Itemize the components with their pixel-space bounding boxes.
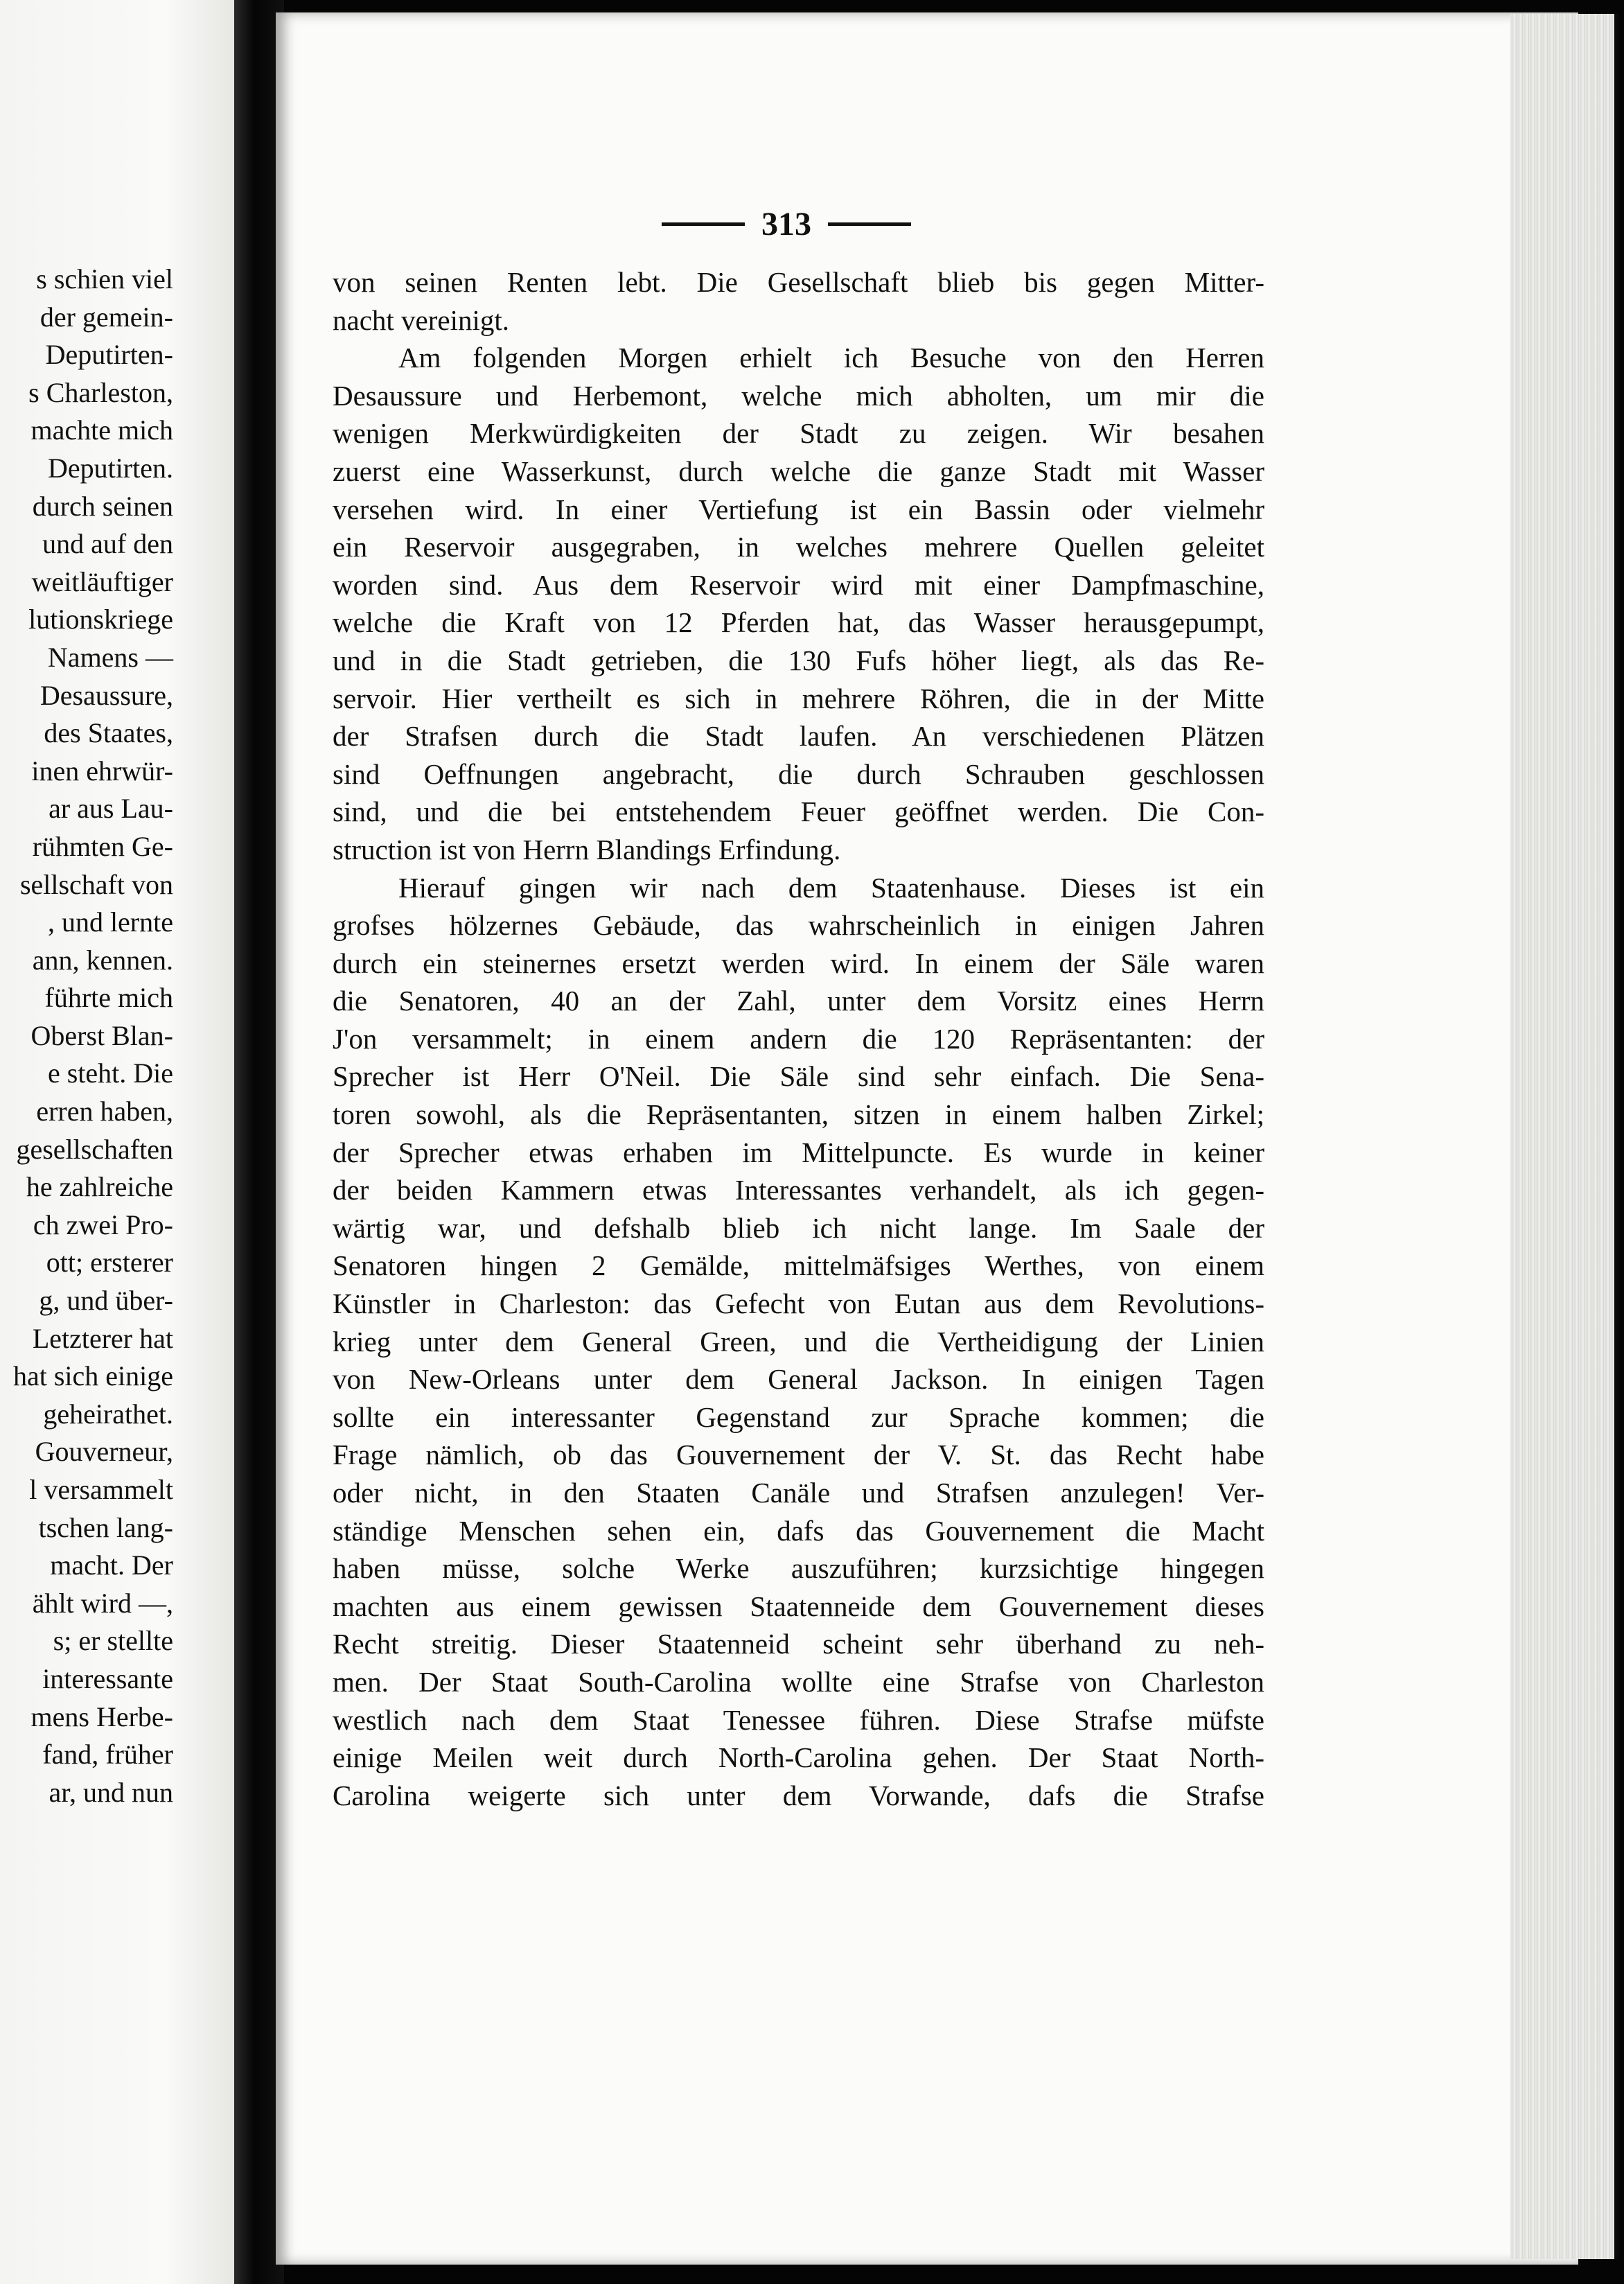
left-line: s; er stellte (53, 1625, 173, 1657)
text-line: struction ist von Herrn Blandings Erfindung. (333, 833, 841, 866)
left-line: lutionskriege (28, 604, 173, 635)
left-page-text (0, 261, 173, 1811)
text-line: Am folgenden Morgen erhielt ich Besuche von den Herren (398, 342, 1264, 374)
text-line: sind, und die bei entstehendem Feuer geöffnet werden. Die Con- (333, 796, 1264, 828)
text-line: Recht streitig. Dieser Staatenneid scheint sehr überhand zu neh- (333, 1628, 1264, 1660)
left-line: durch seinen (32, 490, 173, 522)
text-line: von seinen Renten lebt. Die Gesellschaft blieb bis gegen Mitter- (333, 266, 1264, 298)
text-line: ständige Menschen sehen ein, dafs das Gouvernement die Macht (333, 1514, 1264, 1547)
text-line: der Strafsen durch die Stadt laufen. An verschiedenen Plätzen (333, 720, 1264, 753)
text-line: zuerst eine Wasserkunst, durch welche die ganze Stadt mit Wasser (333, 455, 1264, 487)
text-line: servoir. Hier vertheilt es sich in mehrere Röhren, die in der Mitte (333, 682, 1264, 714)
left-line: s Charleston, (28, 376, 173, 408)
left-line: erren haben, (36, 1096, 173, 1127)
text-line: Künstler in Charleston: das Gefecht von Eutan aus dem Revolutions- (333, 1288, 1264, 1320)
text-line: haben müsse, solche Werke auszuführen; kurzsichtige hingegen (333, 1552, 1264, 1585)
text-line: der Sprecher etwas erhaben im Mittelpuncte. Es wurde in keiner (333, 1136, 1264, 1168)
text-line: Desaussure und Herbemont, welche mich abholten, um mir die (333, 379, 1264, 412)
left-line: und auf den (42, 528, 173, 560)
left-line: gesellschaften (16, 1133, 173, 1165)
text-line: Sprecher ist Herr O'Neil. Die Säle sind sehr einfach. Die Sena- (333, 1060, 1264, 1093)
body-text (333, 263, 1264, 1814)
left-line: sellschaft von (19, 868, 173, 900)
text-line: men. Der Staat South-Carolina wollte eine Strafse von Charleston (333, 1665, 1264, 1698)
page-header (644, 205, 928, 243)
left-line: Oberst Blan- (30, 1019, 173, 1051)
text-line: der beiden Kammern etwas Interessantes verhandelt, als ich gegen- (333, 1174, 1264, 1206)
left-line: inen ehrwür- (31, 755, 173, 787)
left-page (0, 0, 236, 2284)
left-line: he zahlreiche (26, 1171, 173, 1203)
page-number: 313 (761, 206, 811, 243)
left-line: der gemein- (39, 301, 173, 333)
text-line: welche die Kraft von 12 Pferden hat, das Wasser herausgepumpt, (333, 606, 1264, 639)
left-line: ählt wird —, (32, 1587, 173, 1619)
left-line: tschen lang- (38, 1511, 173, 1543)
text-line: worden sind. Aus dem Reservoir wird mit einer Dampfmaschine, (333, 568, 1264, 601)
text-line: einige Meilen weit durch North-Carolina gehen. Der Staat North- (333, 1741, 1264, 1774)
left-line: weitläuftiger (31, 565, 173, 597)
left-line: Namens — (47, 641, 173, 673)
text-line: wenigen Merkwürdigkeiten der Stadt zu zeigen. Wir besahen (333, 417, 1264, 450)
text-line: toren sowohl, als die Repräsentanten, sitzen in einem halben Zirkel; (333, 1098, 1264, 1131)
left-line: mens Herbe- (30, 1701, 173, 1732)
text-line: grofses hölzernes Gebäude, das wahrscheinlich in einigen Jahren (333, 909, 1264, 942)
left-line: , und lernte (47, 906, 173, 938)
text-line: machten aus einem gewissen Staatenneide dem Gouvernement dieses (333, 1590, 1264, 1622)
left-line: ar aus Lau- (48, 793, 173, 825)
text-line: ein Reservoir ausgegraben, in welches mehrere Quellen geleitet (333, 531, 1264, 563)
text-line: versehen wird. In einer Vertiefung ist ein Bassin oder vielmehr (333, 493, 1264, 525)
text-line: wärtig war, und defshalb blieb ich nicht lange. Im Saale der (333, 1211, 1264, 1244)
text-line: J'on versammelt; in einem andern die 120 Repräsentanten: der (333, 1022, 1264, 1055)
text-line: sind Oeffnungen angebracht, die durch Schrauben geschlossen (333, 757, 1264, 790)
left-line: rühmten Ge- (32, 830, 173, 862)
left-line: e steht. Die (47, 1057, 173, 1089)
left-line: Desaussure, (39, 679, 173, 711)
text-line: krieg unter dem General Green, und die Vertheidigung der Linien (333, 1325, 1264, 1358)
text-line: oder nicht, in den Staaten Canäle und Strafsen anzulegen! Ver- (333, 1477, 1264, 1509)
left-line: führte mich (44, 982, 173, 1014)
left-line: Deputirten- (45, 339, 173, 371)
text-line: westlich nach dem Staat Tenessee führen. Diese Strafse müfste (333, 1703, 1264, 1736)
text-line: durch ein steinernes ersetzt werden wird. In einem der Säle waren (333, 947, 1264, 979)
header-rule-right (828, 222, 911, 226)
page-edges (1510, 14, 1618, 2259)
left-line: Gouverneur, (35, 1436, 173, 1468)
left-line: ann, kennen. (32, 944, 173, 976)
text-line: Hierauf gingen wir nach dem Staatenhause. Dieses ist ein (398, 871, 1264, 904)
left-line: geheirathet. (43, 1398, 173, 1430)
text-line: und in die Stadt getrieben, die 130 Fufs höher liegt, als das Re- (333, 644, 1264, 676)
left-line: des Staates, (44, 717, 173, 749)
text-line: Frage nämlich, ob das Gouvernement der V. St. das Recht habe (333, 1439, 1264, 1471)
left-line: macht. Der (50, 1549, 173, 1581)
left-line: hat sich einige (12, 1360, 173, 1392)
left-line: ar, und nun (48, 1776, 173, 1808)
text-line: von New-Orleans unter dem General Jackson. In einigen Tagen (333, 1363, 1264, 1396)
text-line: die Senatoren, 40 an der Zahl, unter dem Vorsitz eines Herrn (333, 985, 1264, 1017)
left-line: interessante (42, 1662, 173, 1694)
left-line: fand, früher (42, 1739, 173, 1771)
left-line: ott; ersterer (46, 1247, 173, 1279)
text-line: Carolina weigerte sich unter dem Vorwande, dafs die Strafse (333, 1779, 1264, 1811)
left-line: Letzterer hat (32, 1322, 173, 1354)
left-line: l versammelt (29, 1474, 173, 1505)
text-line: nacht vereinigt. (333, 304, 510, 336)
left-line: ch zwei Pro- (33, 1209, 173, 1240)
left-line: Deputirten. (47, 452, 173, 484)
left-line: machte mich (30, 414, 173, 446)
text-line: Senatoren hingen 2 Gemälde, mittelmäfsiges Werthes, von einem (333, 1249, 1264, 1282)
left-line: s schien viel (36, 263, 173, 295)
left-line: g, und über- (39, 1285, 173, 1317)
header-rule-left (662, 222, 745, 226)
text-line: sollte ein interessanter Gegenstand zur Sprache kommen; die (333, 1400, 1264, 1433)
